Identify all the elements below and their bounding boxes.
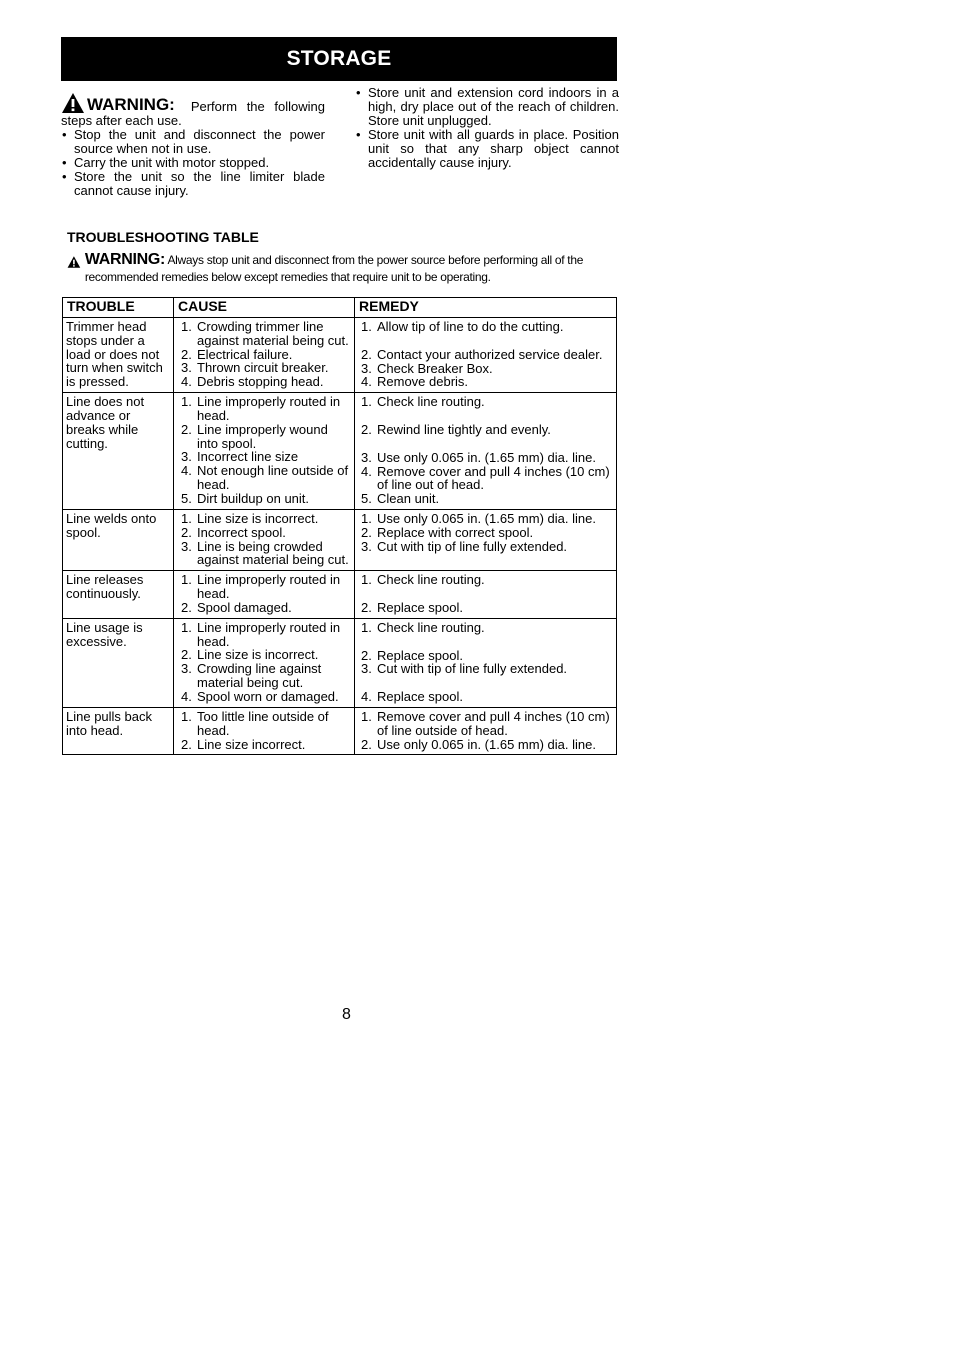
table-row — [63, 618, 617, 707]
remedy-item — [361, 573, 613, 587]
remedy-item — [361, 649, 613, 663]
item-text: Dirt buildup on unit. — [197, 490, 310, 506]
storage-bullet-list-right — [355, 86, 619, 170]
remedy-item — [361, 362, 613, 376]
item-text: Not enough line outside of head. — [197, 463, 349, 492]
item-text: Check line routing. — [377, 572, 485, 588]
remedy-item — [361, 601, 613, 615]
cause-item — [181, 450, 351, 464]
warning-label: WARNING: — [84, 251, 166, 268]
trouble-cell: Line does not advance or breaks while cutting. — [63, 393, 174, 510]
item-number: 4. — [361, 374, 372, 390]
item-number: 4. — [181, 374, 192, 390]
item-text: Check line routing. — [377, 394, 485, 410]
remedy-item — [361, 395, 613, 409]
item-text: Spool worn or damaged. — [197, 688, 339, 704]
line-spacer — [361, 334, 613, 348]
item-number: 3. — [361, 661, 372, 677]
item-text: Use only 0.065 in. (1.65 mm) dia. line. — [377, 449, 596, 465]
cause-item — [181, 526, 351, 540]
remedy-item — [361, 320, 613, 334]
item-number: 2. — [181, 647, 192, 663]
item-text: Replace with correct spool. — [377, 524, 534, 540]
remedy-item — [361, 690, 613, 704]
item-number: 4. — [361, 689, 372, 705]
cause-item — [181, 573, 351, 601]
cause-cell — [174, 318, 355, 393]
remedy-item — [361, 512, 613, 526]
column-header-trouble: TROUBLE — [63, 298, 174, 318]
item-number: 5. — [361, 491, 372, 507]
cause-cell — [174, 618, 355, 707]
cause-cell — [174, 509, 355, 570]
item-number: 3. — [181, 661, 192, 677]
item-number: 1. — [361, 510, 372, 526]
item-text: Line size incorrect. — [197, 736, 306, 752]
remedy-cell — [355, 707, 617, 754]
item-number: 1. — [361, 708, 372, 724]
cause-item — [181, 690, 351, 704]
remedy-cell — [355, 618, 617, 707]
item-number: 3. — [361, 538, 372, 554]
item-number: 1. — [361, 394, 372, 410]
bullet-item: • Store unit and extension cord indoors in a high, dry place out of the reach of children. Store unit unplugged. — [355, 86, 619, 128]
item-text: Debris stopping head. — [197, 374, 324, 390]
item-text: Line improperly routed in head. — [197, 572, 341, 601]
item-number: 1. — [181, 572, 192, 588]
remedy-cell — [355, 393, 617, 510]
item-number: 2. — [361, 599, 372, 615]
item-number: 2. — [361, 421, 372, 437]
item-number: 1. — [181, 510, 192, 526]
table-row — [63, 393, 617, 510]
warning-body: Always stop unit and disconnect from the power source before performing all of the recommended remedies below except remedies that require unit to be operating. — [84, 253, 584, 284]
item-text: Crowding line against material being cut. — [197, 661, 322, 690]
remedy-item — [361, 492, 613, 506]
item-number: 2. — [181, 346, 192, 362]
item-number: 3. — [361, 360, 372, 376]
line-spacer — [361, 635, 613, 649]
item-text: Incorrect spool. — [197, 524, 286, 540]
item-number: 3. — [361, 449, 372, 465]
remedy-item — [361, 738, 613, 752]
item-number: 1. — [181, 394, 192, 410]
item-text: Cut with tip of line fully extended. — [377, 538, 568, 554]
remedy-item — [361, 465, 613, 493]
cause-cell — [174, 707, 355, 754]
item-number: 3. — [181, 449, 192, 465]
cause-item — [181, 648, 351, 662]
section-title: STORAGE — [286, 47, 392, 70]
warning-triangle-icon — [61, 92, 85, 114]
bullet-item: • Stop the unit and disconnect the power source when not in use. — [61, 128, 325, 156]
cause-item — [181, 395, 351, 423]
table-body — [63, 318, 617, 755]
warning-intro-text: Perform the following — [190, 99, 325, 114]
cause-item — [181, 492, 351, 506]
warning-label: WARNING: — [87, 95, 175, 114]
column-header-cause: CAUSE — [174, 298, 355, 318]
item-number: 4. — [361, 463, 372, 479]
item-number: 2. — [361, 736, 372, 752]
item-text: Clean unit. — [377, 491, 440, 507]
item-text: Line improperly routed in head. — [197, 394, 341, 423]
item-number: 2. — [361, 647, 372, 663]
cause-item — [181, 710, 351, 738]
remedy-item — [361, 423, 613, 437]
troubleshooting-table — [62, 297, 617, 755]
item-number: 1. — [361, 619, 372, 635]
trouble-cell: Line welds onto spool. — [63, 509, 174, 570]
bullet-item: • Carry the unit with motor stopped. — [61, 156, 325, 170]
item-text: Thrown circuit breaker. — [197, 360, 329, 376]
item-text: Check line routing. — [377, 619, 485, 635]
cause-item — [181, 738, 351, 752]
item-text: Check Breaker Box. — [377, 360, 493, 376]
item-text: Remove cover and pull 4 inches (10 cm) of line outside of head. — [377, 708, 610, 738]
storage-right-column — [355, 86, 619, 170]
cause-item — [181, 320, 351, 348]
remedy-item — [361, 710, 613, 738]
remedy-item — [361, 662, 613, 676]
cause-cell — [174, 571, 355, 619]
cause-item — [181, 348, 351, 362]
item-text: Line improperly wound into spool. — [197, 421, 328, 451]
cause-item — [181, 464, 351, 492]
page-number: 8 — [342, 1006, 351, 1023]
item-number: 1. — [361, 319, 372, 334]
item-text: Replace spool. — [377, 599, 463, 615]
item-number: 1. — [181, 708, 192, 724]
item-number: 3. — [181, 360, 192, 376]
line-spacer — [361, 676, 613, 690]
remedy-item — [361, 451, 613, 465]
table-row — [63, 571, 617, 619]
cause-item — [181, 601, 351, 615]
troubleshooting-warning — [67, 251, 607, 285]
cause-item — [181, 662, 351, 690]
item-text: Remove cover and pull 4 inches (10 cm) of line out of head. — [377, 463, 610, 493]
item-text: Line size is incorrect. — [197, 510, 319, 526]
item-number: 2. — [181, 599, 192, 615]
item-text: Electrical failure. — [197, 346, 293, 362]
cause-item — [181, 512, 351, 526]
item-number: 1. — [181, 619, 192, 635]
storage-bullet-list-left — [61, 128, 325, 198]
table-header-row — [63, 298, 617, 318]
cause-item — [181, 540, 351, 568]
storage-left-column — [61, 92, 325, 198]
item-text: Incorrect line size — [197, 449, 299, 465]
trouble-cell: Line usage is excessive. — [63, 618, 174, 707]
item-text: Cut with tip of line fully extended. — [377, 661, 568, 677]
item-number: 2. — [181, 736, 192, 752]
line-spacer — [361, 437, 613, 451]
item-text: Replace spool. — [377, 647, 463, 663]
table-row — [63, 707, 617, 754]
warning-continuation-text: steps after each use. — [61, 113, 182, 128]
item-text: Remove debris. — [377, 374, 469, 390]
item-text: Line size is incorrect. — [197, 647, 319, 663]
item-text: Use only 0.065 in. (1.65 mm) dia. line. — [377, 510, 596, 526]
item-number: 4. — [181, 688, 192, 704]
remedy-cell — [355, 318, 617, 393]
item-number: 1. — [181, 319, 192, 334]
remedy-item — [361, 621, 613, 635]
cause-cell — [174, 393, 355, 510]
item-number: 2. — [361, 524, 372, 540]
item-number: 2. — [181, 524, 192, 540]
trouble-cell: Line pulls back into head. — [63, 707, 174, 754]
item-text: Rewind line tightly and evenly. — [377, 421, 551, 437]
cause-item — [181, 423, 351, 451]
item-text: Too little line outside of head. — [197, 708, 329, 738]
cause-item — [181, 621, 351, 649]
bullet-item: • Store the unit so the line limiter blade cannot cause injury. — [61, 170, 325, 198]
item-text: Replace spool. — [377, 689, 463, 705]
cause-item — [181, 361, 351, 375]
remedy-item — [361, 526, 613, 540]
column-header-remedy: REMEDY — [355, 298, 617, 318]
trouble-cell: Trimmer head stops under a load or does not turn when switch is pressed. — [63, 318, 174, 393]
troubleshooting-warning-text — [85, 251, 607, 285]
item-text: Spool damaged. — [197, 599, 292, 615]
remedy-cell — [355, 509, 617, 570]
remedy-item — [361, 540, 613, 554]
item-text: Contact your authorized service dealer. — [377, 346, 603, 362]
trouble-cell: Line releases continuously. — [63, 571, 174, 619]
storage-warning-heading — [61, 92, 325, 114]
item-text: Line is being crowded against material being cut. — [197, 538, 349, 568]
item-text: Use only 0.065 in. (1.65 mm) dia. line. — [377, 736, 596, 752]
bullet-item: • Store unit with all guards in place. Position unit so that any sharp object cannot accidentally cause injury. — [355, 128, 619, 170]
item-number: 4. — [181, 463, 192, 479]
remedy-item — [361, 348, 613, 362]
table-row — [63, 509, 617, 570]
table-row — [63, 318, 617, 393]
remedy-item — [361, 375, 613, 389]
item-text: Allow tip of line to do the cutting. — [377, 319, 564, 334]
remedy-cell — [355, 571, 617, 619]
item-number: 2. — [361, 346, 372, 362]
troubleshooting-title: TROUBLESHOOTING TABLE — [67, 229, 259, 245]
cause-item — [181, 375, 351, 389]
line-spacer — [361, 409, 613, 423]
warning-triangle-icon — [67, 251, 81, 273]
item-number: 3. — [181, 538, 192, 554]
item-text: Crowding trimmer line against material being cut. — [197, 319, 349, 348]
item-text: Line improperly routed in head. — [197, 619, 341, 649]
line-spacer — [361, 587, 613, 601]
section-banner — [61, 37, 617, 81]
item-number: 1. — [361, 572, 372, 588]
item-number: 2. — [181, 421, 192, 437]
item-number: 5. — [181, 490, 192, 506]
